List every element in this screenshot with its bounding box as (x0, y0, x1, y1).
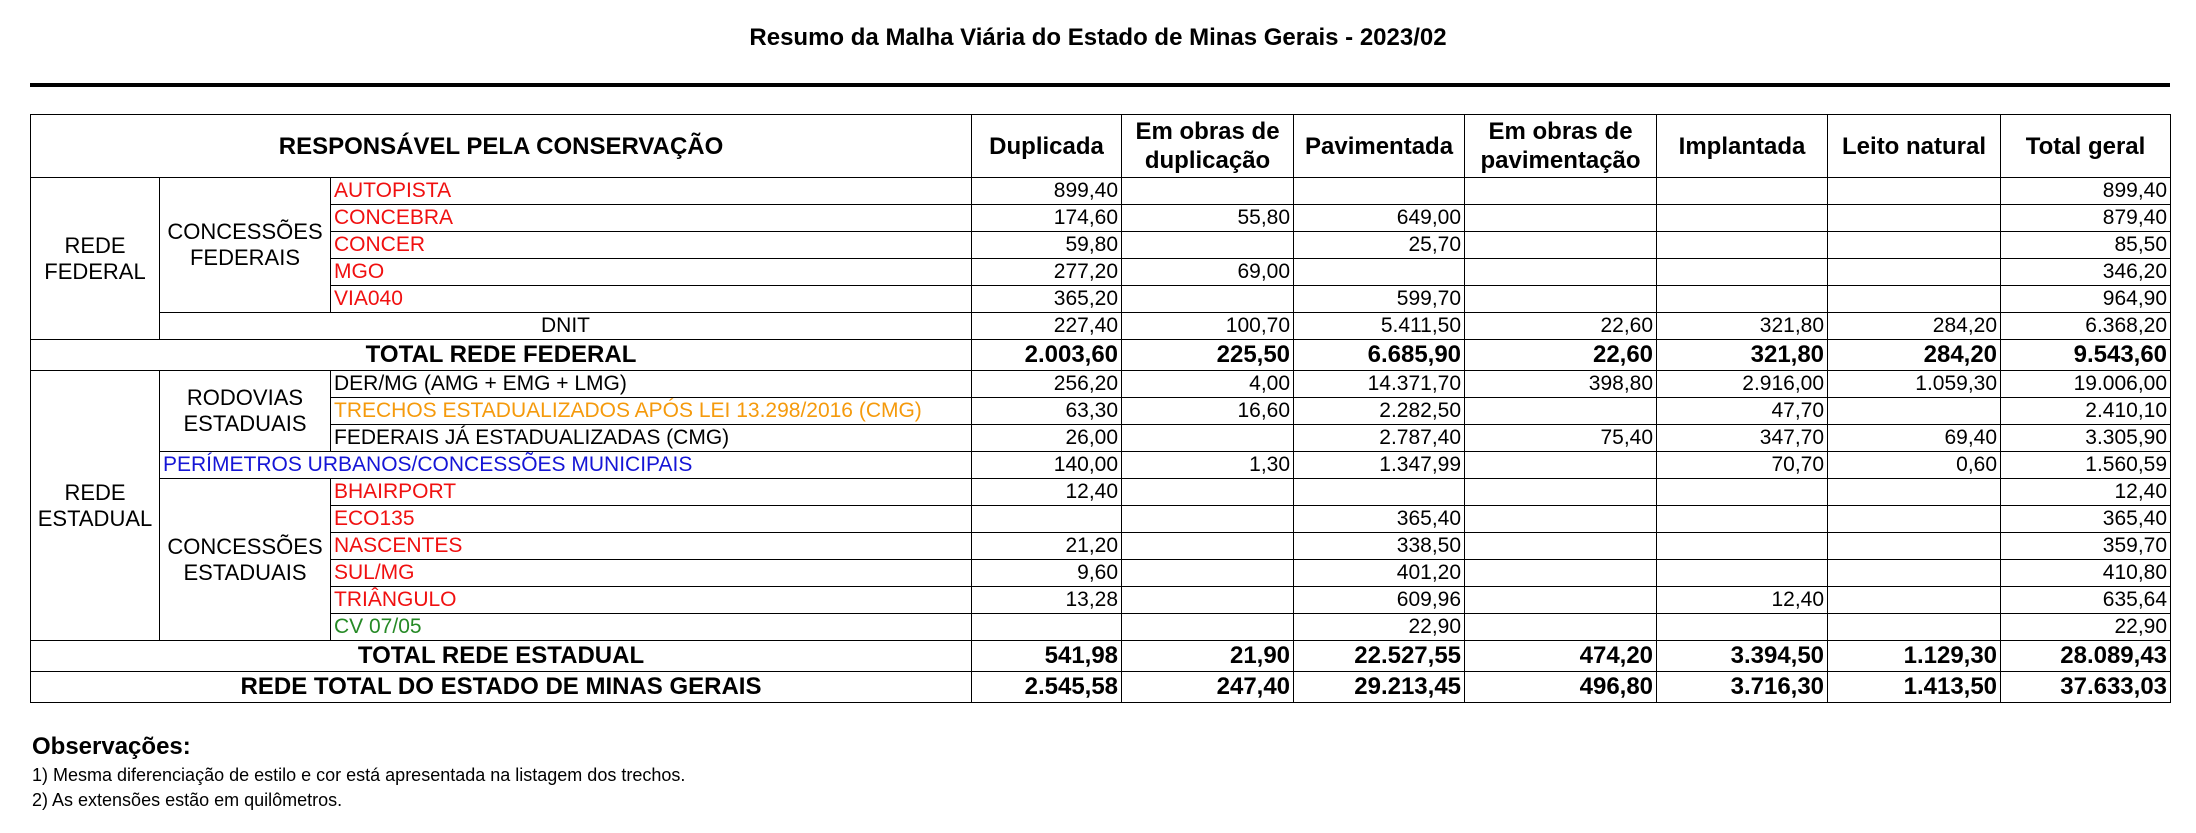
cell-pavimentada: 649,00 (1294, 205, 1465, 232)
cell-total-geral: 85,50 (2001, 232, 2171, 259)
row-name: TRIÂNGULO (331, 587, 972, 614)
total-label: TOTAL REDE ESTADUAL (31, 641, 972, 672)
cell-pavimentada: 5.411,50 (1294, 313, 1465, 340)
cell-pavimentada: 599,70 (1294, 286, 1465, 313)
cell-implantada: 70,70 (1657, 452, 1828, 479)
table-row (31, 259, 2171, 286)
cell-pavimentada: 365,40 (1294, 506, 1465, 533)
group-rede-estadual: REDE ESTADUAL (31, 371, 160, 641)
cell-pavimentada: 25,70 (1294, 232, 1465, 259)
cell-implantada: 12,40 (1657, 587, 1828, 614)
cell-obras-pavimentacao (1465, 178, 1657, 205)
cell-implantada: 3.394,50 (1657, 641, 1828, 672)
cell-obras-pavimentacao (1465, 259, 1657, 286)
cell-obras-pavimentacao (1465, 533, 1657, 560)
cell-obras-duplicacao: 21,90 (1122, 641, 1294, 672)
table-row (31, 286, 2171, 313)
cell-pavimentada (1294, 479, 1465, 506)
cell-duplicada (972, 614, 1122, 641)
cell-obras-duplicacao: 4,00 (1122, 371, 1294, 398)
cell-leito-natural: 69,40 (1828, 425, 2001, 452)
cell-duplicada: 2.003,60 (972, 340, 1122, 371)
cell-pavimentada: 29.213,45 (1294, 672, 1465, 703)
header-obras-pavimentacao-line1: Em obras de (1488, 118, 1633, 145)
row-name: FEDERAIS JÁ ESTADUALIZADAS (CMG) (331, 425, 972, 452)
row-name: ECO135 (331, 506, 972, 533)
cell-total-geral: 365,40 (2001, 506, 2171, 533)
observation-2: 2) As extensões estão em quilômetros. (32, 790, 343, 810)
cell-implantada: 2.916,00 (1657, 371, 1828, 398)
row-name: CONCER (331, 232, 972, 259)
cell-leito-natural (1828, 205, 2001, 232)
cell-pavimentada: 22.527,55 (1294, 641, 1465, 672)
cell-obras-duplicacao (1122, 425, 1294, 452)
row-name: NASCENTES (331, 533, 972, 560)
header-implantada: Implantada (1657, 115, 1828, 178)
observations (32, 733, 685, 811)
cell-implantada: 47,70 (1657, 398, 1828, 425)
cell-total-geral: 2.410,10 (2001, 398, 2171, 425)
cell-obras-duplicacao (1122, 286, 1294, 313)
cell-obras-duplicacao (1122, 232, 1294, 259)
cell-obras-pavimentacao (1465, 479, 1657, 506)
cell-pavimentada: 14.371,70 (1294, 371, 1465, 398)
table-row (31, 313, 2171, 340)
cell-obras-pavimentacao (1465, 560, 1657, 587)
table-row (31, 587, 2171, 614)
cell-obras-pavimentacao (1465, 506, 1657, 533)
table-row (31, 533, 2171, 560)
table-row (31, 479, 2171, 506)
header-leito-natural: Leito natural (1828, 115, 2001, 178)
cell-obras-pavimentacao (1465, 232, 1657, 259)
cell-leito-natural (1828, 286, 2001, 313)
group-concessoes-estaduais: CONCESSÕES ESTADUAIS (160, 479, 331, 641)
cell-obras-pavimentacao (1465, 587, 1657, 614)
cell-leito-natural (1828, 398, 2001, 425)
group-rede-federal: REDE FEDERAL (31, 178, 160, 340)
cell-leito-natural (1828, 479, 2001, 506)
row-name: CV 07/05 (331, 614, 972, 641)
cell-duplicada: 277,20 (972, 259, 1122, 286)
cell-obras-pavimentacao: 398,80 (1465, 371, 1657, 398)
cell-pavimentada (1294, 259, 1465, 286)
table-row (31, 614, 2171, 641)
cell-implantada (1657, 178, 1828, 205)
cell-implantada (1657, 614, 1828, 641)
cell-obras-duplicacao: 225,50 (1122, 340, 1294, 371)
page-title: Resumo da Malha Viária do Estado de Minas Gerais - 2023/02 (749, 24, 1447, 51)
cell-obras-pavimentacao (1465, 286, 1657, 313)
row-name: TRECHOS ESTADUALIZADOS APÓS LEI 13.298/2016 (CMG) (331, 398, 972, 425)
cell-implantada (1657, 232, 1828, 259)
cell-obras-duplicacao (1122, 506, 1294, 533)
table-row (31, 398, 2171, 425)
cell-pavimentada: 401,20 (1294, 560, 1465, 587)
observations-title: Observações: (32, 733, 191, 760)
cell-leito-natural (1828, 614, 2001, 641)
total-row-estado (31, 672, 2171, 703)
cell-implantada (1657, 533, 1828, 560)
cell-total-geral: 964,90 (2001, 286, 2171, 313)
cell-implantada: 321,80 (1657, 313, 1828, 340)
header-obras-pavimentacao-line2: pavimentação (1480, 147, 1641, 174)
cell-duplicada: 174,60 (972, 205, 1122, 232)
cell-implantada (1657, 259, 1828, 286)
cell-total-geral: 879,40 (2001, 205, 2171, 232)
cell-total-geral: 12,40 (2001, 479, 2171, 506)
cell-implantada: 321,80 (1657, 340, 1828, 371)
row-name: SUL/MG (331, 560, 972, 587)
cell-obras-duplicacao: 247,40 (1122, 672, 1294, 703)
title-divider (30, 83, 2170, 87)
table-row (31, 232, 2171, 259)
summary-table (30, 114, 2171, 703)
row-name: AUTOPISTA (331, 178, 972, 205)
cell-duplicada: 13,28 (972, 587, 1122, 614)
header-total-geral: Total geral (2001, 115, 2171, 178)
cell-duplicada: 9,60 (972, 560, 1122, 587)
row-name: DER/MG (AMG + EMG + LMG) (331, 371, 972, 398)
cell-pavimentada: 609,96 (1294, 587, 1465, 614)
cell-duplicada: 63,30 (972, 398, 1122, 425)
cell-duplicada: 59,80 (972, 232, 1122, 259)
cell-obras-duplicacao: 1,30 (1122, 452, 1294, 479)
row-name: PERÍMETROS URBANOS/CONCESSÕES MUNICIPAIS (160, 452, 972, 479)
group-concessoes-federais: CONCESSÕES FEDERAIS (160, 178, 331, 313)
cell-duplicada: 899,40 (972, 178, 1122, 205)
cell-total-geral: 635,64 (2001, 587, 2171, 614)
cell-leito-natural: 1.129,30 (1828, 641, 2001, 672)
cell-obras-pavimentacao: 22,60 (1465, 313, 1657, 340)
cell-total-geral: 3.305,90 (2001, 425, 2171, 452)
header-duplicada: Duplicada (972, 115, 1122, 178)
cell-leito-natural (1828, 533, 2001, 560)
cell-implantada (1657, 506, 1828, 533)
cell-leito-natural: 284,20 (1828, 313, 2001, 340)
cell-total-geral: 346,20 (2001, 259, 2171, 286)
cell-total-geral: 1.560,59 (2001, 452, 2171, 479)
table-row (31, 452, 2171, 479)
cell-leito-natural: 1.059,30 (1828, 371, 2001, 398)
header-obras-duplicacao-line2: duplicação (1144, 147, 1271, 174)
cell-total-geral: 28.089,43 (2001, 641, 2171, 672)
cell-duplicada: 2.545,58 (972, 672, 1122, 703)
cell-leito-natural (1828, 232, 2001, 259)
cell-leito-natural: 284,20 (1828, 340, 2001, 371)
cell-obras-duplicacao (1122, 533, 1294, 560)
header-obras-duplicacao-line1: Em obras de (1135, 118, 1280, 145)
row-name: VIA040 (331, 286, 972, 313)
table-row (31, 371, 2171, 398)
cell-total-geral: 37.633,03 (2001, 672, 2171, 703)
cell-pavimentada (1294, 178, 1465, 205)
cell-obras-pavimentacao: 22,60 (1465, 340, 1657, 371)
cell-obras-duplicacao (1122, 587, 1294, 614)
table-row (31, 425, 2171, 452)
total-label: REDE TOTAL DO ESTADO DE MINAS GERAIS (31, 672, 972, 703)
row-name: BHAIRPORT (331, 479, 972, 506)
row-name: MGO (331, 259, 972, 286)
cell-leito-natural (1828, 506, 2001, 533)
observation-1: 1) Mesma diferenciação de estilo e cor está apresentada na listagem dos trechos. (32, 765, 686, 785)
table-row (31, 506, 2171, 533)
header-pavimentada: Pavimentada (1294, 115, 1465, 178)
cell-obras-pavimentacao (1465, 452, 1657, 479)
cell-duplicada: 365,20 (972, 286, 1122, 313)
cell-obras-pavimentacao: 496,80 (1465, 672, 1657, 703)
cell-duplicada: 140,00 (972, 452, 1122, 479)
cell-implantada (1657, 479, 1828, 506)
cell-leito-natural: 1.413,50 (1828, 672, 2001, 703)
cell-total-geral: 22,90 (2001, 614, 2171, 641)
cell-total-geral: 899,40 (2001, 178, 2171, 205)
table-row (31, 205, 2171, 232)
cell-obras-duplicacao: 69,00 (1122, 259, 1294, 286)
header-obras-pavimentacao (1465, 115, 1657, 178)
cell-total-geral: 9.543,60 (2001, 340, 2171, 371)
cell-leito-natural (1828, 259, 2001, 286)
cell-obras-pavimentacao (1465, 614, 1657, 641)
cell-obras-duplicacao (1122, 479, 1294, 506)
group-rodovias-estaduais: RODOVIAS ESTADUAIS (160, 371, 331, 452)
cell-leito-natural (1828, 178, 2001, 205)
cell-pavimentada: 2.282,50 (1294, 398, 1465, 425)
cell-duplicada: 12,40 (972, 479, 1122, 506)
cell-obras-duplicacao (1122, 614, 1294, 641)
cell-implantada (1657, 560, 1828, 587)
cell-leito-natural (1828, 587, 2001, 614)
cell-obras-pavimentacao (1465, 398, 1657, 425)
cell-duplicada: 26,00 (972, 425, 1122, 452)
total-row-federal (31, 340, 2171, 371)
cell-obras-duplicacao: 16,60 (1122, 398, 1294, 425)
cell-obras-duplicacao (1122, 560, 1294, 587)
cell-total-geral: 6.368,20 (2001, 313, 2171, 340)
cell-implantada (1657, 205, 1828, 232)
header-obras-duplicacao (1122, 115, 1294, 178)
cell-obras-pavimentacao: 474,20 (1465, 641, 1657, 672)
header-row (31, 115, 2171, 178)
cell-pavimentada: 338,50 (1294, 533, 1465, 560)
total-row-estadual (31, 641, 2171, 672)
cell-pavimentada: 22,90 (1294, 614, 1465, 641)
table-row (31, 178, 2171, 205)
cell-leito-natural: 0,60 (1828, 452, 2001, 479)
cell-pavimentada: 6.685,90 (1294, 340, 1465, 371)
cell-duplicada: 256,20 (972, 371, 1122, 398)
cell-duplicada: 21,20 (972, 533, 1122, 560)
cell-implantada: 3.716,30 (1657, 672, 1828, 703)
cell-total-geral: 19.006,00 (2001, 371, 2171, 398)
cell-obras-pavimentacao (1465, 205, 1657, 232)
cell-leito-natural (1828, 560, 2001, 587)
cell-total-geral: 410,80 (2001, 560, 2171, 587)
header-responsavel: RESPONSÁVEL PELA CONSERVAÇÃO (31, 115, 972, 178)
row-name: CONCEBRA (331, 205, 972, 232)
cell-obras-duplicacao: 55,80 (1122, 205, 1294, 232)
cell-duplicada: 227,40 (972, 313, 1122, 340)
cell-total-geral: 359,70 (2001, 533, 2171, 560)
cell-obras-duplicacao: 100,70 (1122, 313, 1294, 340)
total-label: TOTAL REDE FEDERAL (31, 340, 972, 371)
cell-duplicada: 541,98 (972, 641, 1122, 672)
cell-pavimentada: 1.347,99 (1294, 452, 1465, 479)
cell-duplicada (972, 506, 1122, 533)
cell-obras-duplicacao (1122, 178, 1294, 205)
cell-implantada (1657, 286, 1828, 313)
cell-pavimentada: 2.787,40 (1294, 425, 1465, 452)
row-name: DNIT (160, 313, 972, 340)
cell-implantada: 347,70 (1657, 425, 1828, 452)
table-row (31, 560, 2171, 587)
cell-obras-pavimentacao: 75,40 (1465, 425, 1657, 452)
